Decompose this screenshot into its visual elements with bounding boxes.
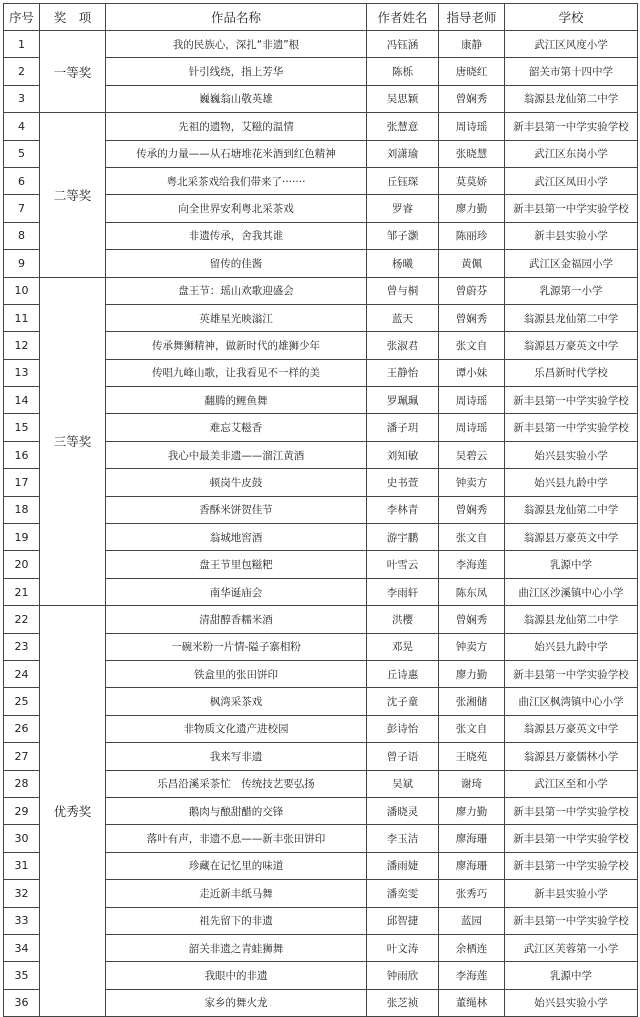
teacher-name: 唐晓红 — [439, 58, 505, 85]
teacher-name: 廖力勤 — [439, 797, 505, 824]
work-title: 难忘艾糍香 — [106, 414, 367, 441]
teacher-name: 康静 — [439, 31, 505, 58]
author-name: 沈子童 — [367, 688, 439, 715]
award-level: 二等奖 — [40, 113, 106, 277]
school-name: 翁源县龙仙第二中学 — [505, 85, 638, 112]
school-name: 翁源县龙仙第二中学 — [505, 496, 638, 523]
row-seq: 3 — [4, 85, 40, 112]
work-title: 我心中最美非遗——溜江黄酒 — [106, 441, 367, 468]
author-name: 潘子玥 — [367, 414, 439, 441]
row-seq: 10 — [4, 277, 40, 304]
author-name: 钟雨欣 — [367, 962, 439, 989]
school-name: 新丰县实验小学 — [505, 222, 638, 249]
teacher-name: 张湘储 — [439, 688, 505, 715]
teacher-name: 张文自 — [439, 524, 505, 551]
work-title: 我眼中的非遗 — [106, 962, 367, 989]
row-seq: 25 — [4, 688, 40, 715]
work-title: 我来写非遗 — [106, 743, 367, 770]
row-seq: 29 — [4, 797, 40, 824]
table-row — [4, 277, 638, 304]
row-seq: 1 — [4, 31, 40, 58]
row-seq: 27 — [4, 743, 40, 770]
school-name: 曲江区沙溪镇中心小学 — [505, 578, 638, 605]
header-seq: 序号 — [4, 4, 40, 31]
work-title: 落叶有声，非遗不息——新丰张田饼印 — [106, 825, 367, 852]
work-title: 家乡的舞火龙 — [106, 989, 367, 1016]
author-name: 游宇鹏 — [367, 524, 439, 551]
header-row — [4, 4, 638, 31]
row-seq: 4 — [4, 113, 40, 140]
school-name: 乳源中学 — [505, 962, 638, 989]
teacher-name: 曾蔚芬 — [439, 277, 505, 304]
work-title: 留传的佳酱 — [106, 250, 367, 277]
school-name: 新丰县第一中学实验学校 — [505, 825, 638, 852]
teacher-name: 张文自 — [439, 332, 505, 359]
author-name: 李雨轩 — [367, 578, 439, 605]
row-seq: 6 — [4, 167, 40, 194]
teacher-name: 谭小妹 — [439, 359, 505, 386]
teacher-name: 廖海珊 — [439, 852, 505, 879]
teacher-name: 黄佩 — [439, 250, 505, 277]
school-name: 曲江区枫湾镇中心小学 — [505, 688, 638, 715]
school-name: 新丰县第一中学实验学校 — [505, 113, 638, 140]
award-level: 三等奖 — [40, 277, 106, 606]
author-name: 冯钰涵 — [367, 31, 439, 58]
author-name: 邹子灏 — [367, 222, 439, 249]
author-name: 曾与桐 — [367, 277, 439, 304]
work-title: 向全世界安利粤北采茶戏 — [106, 195, 367, 222]
school-name: 新丰县第一中学实验学校 — [505, 660, 638, 687]
teacher-name: 张文自 — [439, 715, 505, 742]
row-seq: 36 — [4, 989, 40, 1016]
school-name: 乳源第一小学 — [505, 277, 638, 304]
row-seq: 7 — [4, 195, 40, 222]
row-seq: 16 — [4, 441, 40, 468]
work-title: 巍巍翁山敬英雄 — [106, 85, 367, 112]
school-name: 乐昌新时代学校 — [505, 359, 638, 386]
row-seq: 13 — [4, 359, 40, 386]
teacher-name: 曾娴秀 — [439, 85, 505, 112]
author-name: 罗睿 — [367, 195, 439, 222]
author-name: 刘知敏 — [367, 441, 439, 468]
author-name: 吴斌 — [367, 770, 439, 797]
author-name: 张淑君 — [367, 332, 439, 359]
work-title: 走近新丰纸马舞 — [106, 880, 367, 907]
teacher-name: 曾娴秀 — [439, 606, 505, 633]
teacher-name: 廖力勤 — [439, 660, 505, 687]
school-name: 始兴县九龄中学 — [505, 469, 638, 496]
table-row — [4, 113, 638, 140]
work-title: 翁城地窖酒 — [106, 524, 367, 551]
school-name: 翁源县万豪英文中学 — [505, 524, 638, 551]
school-name: 始兴县实验小学 — [505, 441, 638, 468]
school-name: 武江区芙蓉第一小学 — [505, 934, 638, 961]
row-seq: 5 — [4, 140, 40, 167]
row-seq: 34 — [4, 934, 40, 961]
school-name: 翁源县万豪儒林小学 — [505, 743, 638, 770]
author-name: 叶文涛 — [367, 934, 439, 961]
author-name: 罗珮珮 — [367, 387, 439, 414]
teacher-name: 陈丽珍 — [439, 222, 505, 249]
row-seq: 14 — [4, 387, 40, 414]
award-level: 优秀奖 — [40, 606, 106, 1017]
teacher-name: 谢琦 — [439, 770, 505, 797]
teacher-name: 钟卖方 — [439, 633, 505, 660]
teacher-name: 廖海珊 — [439, 825, 505, 852]
teacher-name: 张晓慧 — [439, 140, 505, 167]
work-title: 盘王节：瑶山欢歌迎盛会 — [106, 277, 367, 304]
author-name: 潘晓灵 — [367, 797, 439, 824]
row-seq: 21 — [4, 578, 40, 605]
school-name: 武江区至和小学 — [505, 770, 638, 797]
school-name: 武江区东岗小学 — [505, 140, 638, 167]
table-row — [4, 31, 638, 58]
author-name: 蓝天 — [367, 304, 439, 331]
school-name: 乳源中学 — [505, 551, 638, 578]
school-name: 新丰县第一中学实验学校 — [505, 797, 638, 824]
row-seq: 8 — [4, 222, 40, 249]
school-name: 武江区金福园小学 — [505, 250, 638, 277]
teacher-name: 李海莲 — [439, 962, 505, 989]
author-name: 李林青 — [367, 496, 439, 523]
work-title: 我的民族心，深扎“非遗”根 — [106, 31, 367, 58]
teacher-name: 蓝园 — [439, 907, 505, 934]
work-title: 南华诞庙会 — [106, 578, 367, 605]
row-seq: 35 — [4, 962, 40, 989]
author-name: 曾子语 — [367, 743, 439, 770]
row-seq: 20 — [4, 551, 40, 578]
school-name: 翁源县龙仙第二中学 — [505, 606, 638, 633]
row-seq: 18 — [4, 496, 40, 523]
work-title: 传承舞狮精神，做新时代的雄狮少年 — [106, 332, 367, 359]
work-title: 鹅肉与酿甜醋的交锋 — [106, 797, 367, 824]
school-name: 新丰县第一中学实验学校 — [505, 195, 638, 222]
work-title: 乐昌沿溪采茶忙 传统技艺要弘扬 — [106, 770, 367, 797]
author-name: 张芝祯 — [367, 989, 439, 1016]
work-title: 铁盒里的张田饼印 — [106, 660, 367, 687]
teacher-name: 莫莫娇 — [439, 167, 505, 194]
work-title: 盘王节里包糍粑 — [106, 551, 367, 578]
row-seq: 32 — [4, 880, 40, 907]
work-title: 清甜醇香糯米酒 — [106, 606, 367, 633]
header-title: 作品名称 — [106, 4, 367, 31]
table-body — [4, 31, 638, 1017]
teacher-name: 曾娴秀 — [439, 496, 505, 523]
work-title: 翻腾的鲤鱼舞 — [106, 387, 367, 414]
work-title: 枫湾采茶戏 — [106, 688, 367, 715]
teacher-name: 周诗瑶 — [439, 387, 505, 414]
row-seq: 2 — [4, 58, 40, 85]
row-seq: 30 — [4, 825, 40, 852]
author-name: 潘雨婕 — [367, 852, 439, 879]
header-school: 学校 — [505, 4, 638, 31]
author-name: 彭诗怡 — [367, 715, 439, 742]
row-seq: 22 — [4, 606, 40, 633]
author-name: 刘潇瑜 — [367, 140, 439, 167]
school-name: 武江区凤田小学 — [505, 167, 638, 194]
teacher-name: 王晓苑 — [439, 743, 505, 770]
teacher-name: 廖力勤 — [439, 195, 505, 222]
row-seq: 19 — [4, 524, 40, 551]
award-table — [3, 3, 638, 1017]
school-name: 翁源县万豪英文中学 — [505, 715, 638, 742]
work-title: 英雄星光映滃江 — [106, 304, 367, 331]
header-author: 作者姓名 — [367, 4, 439, 31]
author-name: 王静怡 — [367, 359, 439, 386]
teacher-name: 余栖连 — [439, 934, 505, 961]
award-level: 一等奖 — [40, 31, 106, 113]
author-name: 叶雪云 — [367, 551, 439, 578]
school-name: 新丰县第一中学实验学校 — [505, 852, 638, 879]
work-title: 珍藏在记忆里的味道 — [106, 852, 367, 879]
work-title: 祖先留下的非遗 — [106, 907, 367, 934]
teacher-name: 钟卖方 — [439, 469, 505, 496]
work-title: 传承的力量——从石塘堆花米酒到红色精神 — [106, 140, 367, 167]
teacher-name: 张秀巧 — [439, 880, 505, 907]
work-title: 先祖的遗物，艾糍的温情 — [106, 113, 367, 140]
row-seq: 24 — [4, 660, 40, 687]
teacher-name: 周诗瑶 — [439, 414, 505, 441]
school-name: 始兴县实验小学 — [505, 989, 638, 1016]
author-name: 张慧意 — [367, 113, 439, 140]
work-title: 非物质文化遗产进校园 — [106, 715, 367, 742]
work-title: 粤北采茶戏给我们带来了······· — [106, 167, 367, 194]
teacher-name: 曾娴秀 — [439, 304, 505, 331]
author-name: 丘钰琛 — [367, 167, 439, 194]
school-name: 翁源县万豪英文中学 — [505, 332, 638, 359]
teacher-name: 陈东凤 — [439, 578, 505, 605]
school-name: 新丰县实验小学 — [505, 880, 638, 907]
teacher-name: 董绳林 — [439, 989, 505, 1016]
author-name: 杨曦 — [367, 250, 439, 277]
work-title: 韶关非遗之青蛙狮舞 — [106, 934, 367, 961]
work-title: 针引线绕，指上芳华 — [106, 58, 367, 85]
header-award: 奖 项 — [40, 4, 106, 31]
author-name: 吴思颖 — [367, 85, 439, 112]
work-title: 一碗米粉一片情-隘子寨相粉 — [106, 633, 367, 660]
row-seq: 31 — [4, 852, 40, 879]
header-teacher: 指导老师 — [439, 4, 505, 31]
work-title: 传唱九峰山歌，让我看见不一样的美 — [106, 359, 367, 386]
row-seq: 12 — [4, 332, 40, 359]
school-name: 新丰县第一中学实验学校 — [505, 387, 638, 414]
table-row — [4, 606, 638, 633]
school-name: 始兴县九龄中学 — [505, 633, 638, 660]
school-name: 新丰县第一中学实验学校 — [505, 414, 638, 441]
row-seq: 33 — [4, 907, 40, 934]
school-name: 韶关市第十四中学 — [505, 58, 638, 85]
teacher-name: 周诗瑶 — [439, 113, 505, 140]
author-name: 陈栎 — [367, 58, 439, 85]
author-name: 邓晃 — [367, 633, 439, 660]
teacher-name: 李海莲 — [439, 551, 505, 578]
work-title: 香酥米饼贺佳节 — [106, 496, 367, 523]
row-seq: 26 — [4, 715, 40, 742]
row-seq: 15 — [4, 414, 40, 441]
teacher-name: 吴碧云 — [439, 441, 505, 468]
row-seq: 9 — [4, 250, 40, 277]
author-name: 洪樱 — [367, 606, 439, 633]
school-name: 翁源县龙仙第二中学 — [505, 304, 638, 331]
row-seq: 11 — [4, 304, 40, 331]
work-title: 顿岗牛皮鼓 — [106, 469, 367, 496]
author-name: 丘诗惠 — [367, 660, 439, 687]
row-seq: 23 — [4, 633, 40, 660]
row-seq: 28 — [4, 770, 40, 797]
author-name: 史书萱 — [367, 469, 439, 496]
school-name: 新丰县第一中学实验学校 — [505, 907, 638, 934]
work-title: 非遗传承，舍我其谁 — [106, 222, 367, 249]
author-name: 李玉洁 — [367, 825, 439, 852]
author-name: 潘奕雯 — [367, 880, 439, 907]
author-name: 邱智捷 — [367, 907, 439, 934]
row-seq: 17 — [4, 469, 40, 496]
school-name: 武江区风度小学 — [505, 31, 638, 58]
